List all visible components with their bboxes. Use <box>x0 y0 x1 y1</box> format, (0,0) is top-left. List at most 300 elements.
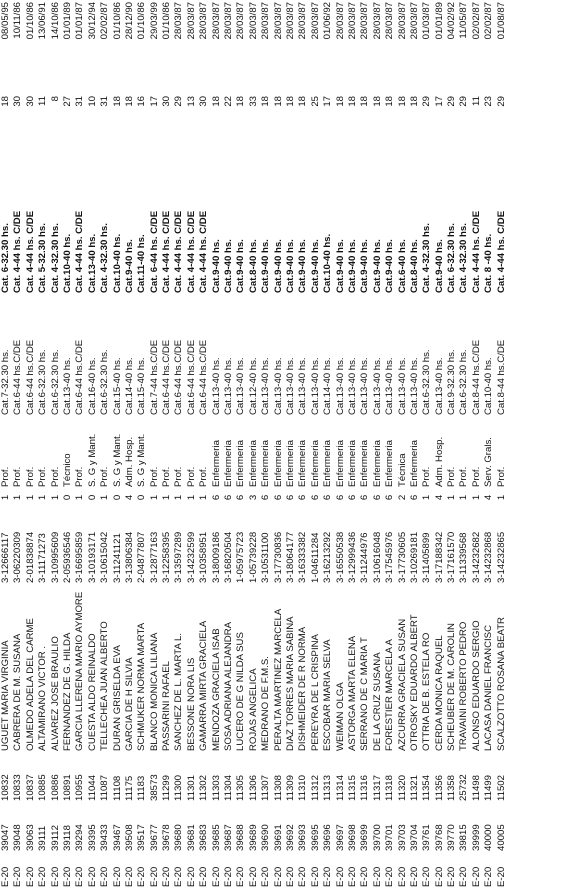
group-code-cell: 6 <box>408 494 420 501</box>
seniority-years-cell: 10 <box>86 96 98 107</box>
employee-name-cell: LUCERO DE G NILDA SUS <box>235 632 247 751</box>
legajo-number-cell: 39112 <box>49 825 61 851</box>
employee-name-cell: ESCOBAR MARIA SELVA <box>322 639 334 751</box>
document-id-cell: 3-10616048 <box>371 531 383 583</box>
previous-category-cell: Cat.13-40 hs. <box>235 357 247 415</box>
previous-category-cell: Cat.8-44 hs.C/DE <box>495 339 507 415</box>
document-id-cell: 3-16820504 <box>223 531 235 583</box>
seniority-years-cell: 11 <box>37 96 49 106</box>
group-code-cell: 6 <box>210 494 222 501</box>
employee-name-cell: SCHEUBER DE M. CAROLIN <box>446 623 458 751</box>
legajo-number-cell: 39761 <box>421 824 433 851</box>
file-number-cell: 11309 <box>284 775 296 801</box>
start-date-cell: 02/02/87 <box>99 2 111 40</box>
legajo-number-cell: 39294 <box>74 824 86 851</box>
start-date-cell: 28/03/87 <box>173 2 185 40</box>
office-code-cell: E-20 <box>483 866 495 887</box>
previous-category-cell: Cat.6-44 hs.C/DE <box>74 339 86 415</box>
current-category-cell: Cat.9-40 hs. <box>223 239 235 293</box>
seniority-years-cell: 17 <box>433 96 445 107</box>
start-date-cell: 28/12/90 <box>123 2 135 40</box>
employee-name-cell: DISHMEIDER DE R NORMA <box>297 626 309 751</box>
seniority-years-cell: 29 <box>421 96 433 107</box>
legajo-number-cell: 39815 <box>458 824 470 851</box>
legajo-number-cell: 39395 <box>86 824 98 851</box>
group-code-cell: 1 <box>161 494 173 501</box>
employee-name-cell: ALTAMIRANO VICTOR . <box>37 645 49 751</box>
table-row <box>496 0 508 888</box>
previous-category-cell: Cat.6-44 hs.C/DE <box>185 339 197 415</box>
group-code-cell: 4 <box>483 494 495 501</box>
legajo-number-cell: 39689 <box>247 824 259 851</box>
file-number-cell: 11315 <box>346 775 358 801</box>
employee-name-cell: DE LA CRUZ SUSANA <box>371 652 383 751</box>
start-date-cell: 28/03/87 <box>210 2 222 40</box>
table-row <box>74 0 86 888</box>
office-code-cell: E-20 <box>297 866 309 887</box>
group-code-cell: 4 <box>123 494 135 501</box>
start-date-cell: 08/05/95 <box>0 2 11 40</box>
seniority-years-cell: 31 <box>74 96 86 107</box>
group-code-cell: 0 <box>111 494 123 501</box>
previous-category-cell: Cat.10-40 hs. <box>483 357 495 415</box>
staff-category-cell: Prof. <box>161 466 173 487</box>
document-id-cell: 3-18064177 <box>284 531 296 583</box>
legajo-number-cell: 39517 <box>136 824 148 851</box>
office-code-cell: E-20 <box>446 866 458 887</box>
start-date-cell: 13/06/91 <box>37 2 49 40</box>
current-category-cell: Cat. 6-44 hs. C/DE <box>148 210 160 293</box>
document-id-cell: 3-13806384 <box>123 531 135 583</box>
office-code-cell: E-20 <box>260 866 272 887</box>
employee-name-cell: CABRERA DE M. SUSANA <box>12 633 24 751</box>
current-category-cell: Cat.10-40 hs. <box>61 233 73 293</box>
file-number-cell: 11321 <box>408 775 420 801</box>
staff-category-cell: Prof. <box>74 466 86 487</box>
file-number-cell: 10886 <box>49 774 61 801</box>
previous-category-cell: Cat.13-40 hs. <box>309 357 321 415</box>
start-date-cell: 28/03/87 <box>371 2 383 40</box>
seniority-years-cell: 11 <box>470 96 482 106</box>
seniority-years-cell: 18 <box>371 96 383 107</box>
document-id-cell: 3-17545976 <box>384 531 396 583</box>
table-row <box>359 0 371 888</box>
legajo-number-cell: 39697 <box>334 824 346 851</box>
file-number-cell: 10833 <box>12 774 24 801</box>
group-code-cell: 1 <box>49 494 61 501</box>
current-category-cell: Cat. 4-44 hs. C/DE <box>161 210 173 293</box>
table-row <box>211 0 223 888</box>
start-date-cell: 28/03/87 <box>297 2 309 40</box>
staff-category-cell: S. G y Mant. <box>136 433 148 487</box>
file-number-cell: 11358 <box>446 775 458 801</box>
previous-category-cell: Cat.8-44 hs.C/DE <box>470 339 482 415</box>
table-row <box>372 0 384 888</box>
office-code-cell: E-20 <box>470 866 482 887</box>
seniority-years-cell: 29 <box>458 96 470 107</box>
group-code-cell: 1 <box>148 494 160 501</box>
office-code-cell: E-20 <box>495 866 507 887</box>
legajo-number-cell: 39677 <box>148 824 160 851</box>
legajo-number-cell: 39698 <box>346 824 358 851</box>
staff-category-cell: Prof. <box>99 466 111 487</box>
seniority-years-cell: 18 <box>359 96 371 107</box>
office-code-cell: E-20 <box>210 866 222 887</box>
office-code-cell: E-20 <box>37 866 49 887</box>
file-number-cell: 11502 <box>495 775 507 801</box>
staff-category-cell: Prof. <box>12 466 24 487</box>
file-number-cell: 11499 <box>483 775 495 801</box>
document-id-cell: 3-11339568 <box>458 532 470 583</box>
file-number-cell: 10837 <box>24 774 36 801</box>
previous-category-cell: Cat.6-32.30 hs. <box>37 349 49 415</box>
group-code-cell: 1 <box>74 494 86 501</box>
legajo-number-cell: 39999 <box>470 824 482 851</box>
file-number-cell: 11175 <box>123 775 135 801</box>
document-id-cell: 3-14232868 <box>483 531 495 583</box>
legajo-number-cell: 39703 <box>396 824 408 851</box>
current-category-cell: Cat.9-40 hs. <box>235 239 247 293</box>
file-number-cell: 10891 <box>61 774 73 801</box>
start-date-cell: 28/03/87 <box>284 2 296 40</box>
previous-category-cell: Cat.13-40 hs. <box>210 357 222 415</box>
file-number-cell: 11305 <box>235 775 247 801</box>
document-id-cell: 2-04877807 <box>136 531 148 583</box>
group-code-cell: 4 <box>433 494 445 501</box>
staff-category-cell: Enfermeria <box>247 440 259 487</box>
table-row <box>322 0 334 888</box>
office-code-cell: E-20 <box>24 866 36 887</box>
document-id-cell: 3-11405899 <box>421 532 433 583</box>
employee-name-cell: UGUET MARIA VIRGINIA <box>0 640 11 751</box>
start-date-cell: 01/01/89 <box>61 2 73 40</box>
group-code-cell: 6 <box>322 494 334 501</box>
previous-category-cell: Cat.6-44 hs.C/DE <box>12 339 24 415</box>
staff-category-cell: Enfermeria <box>359 440 371 487</box>
start-date-cell: 01/01/87 <box>74 2 86 40</box>
previous-category-cell: Cat.12-40 hs. <box>247 357 259 415</box>
staff-category-cell: Prof. <box>470 466 482 487</box>
office-code-cell: E-20 <box>161 866 173 887</box>
legajo-number-cell: 39678 <box>161 824 173 851</box>
office-code-cell: E-20 <box>346 866 358 887</box>
employee-name-cell: MENDOZA GRACIELA ISAB <box>210 628 222 751</box>
previous-category-cell: Cat.13-40 hs. <box>272 357 284 415</box>
staff-category-cell: Técnico <box>61 453 73 487</box>
legajo-number-cell: 40005 <box>495 824 507 851</box>
previous-category-cell: Cat.13-40 hs. <box>346 357 358 415</box>
current-category-cell: Cat. 8 -40 hs. <box>483 233 495 293</box>
file-number-cell: 25732 <box>458 774 470 801</box>
document-id-cell: 2-05936546 <box>61 531 73 583</box>
start-date-cell: 01/03/87 <box>421 2 433 40</box>
staff-category-cell: Prof. <box>37 466 49 487</box>
office-code-cell: E-20 <box>74 866 86 887</box>
employee-name-cell: GAMARRA MIRTA GRACIELA <box>198 620 210 751</box>
document-id-cell: 3-16550538 <box>334 531 346 583</box>
seniority-years-cell: 33 <box>247 96 259 107</box>
staff-category-cell: S. G y Mant. <box>111 433 123 487</box>
staff-category-cell: Prof. <box>421 466 433 487</box>
legajo-number-cell: 39681 <box>185 824 197 851</box>
file-number-cell: 11303 <box>210 775 222 801</box>
document-id-cell: 3-17161570 <box>446 531 458 583</box>
document-id-cell: 3-10269181 <box>408 531 420 583</box>
file-number-cell: 11314 <box>334 775 346 801</box>
table-row <box>235 0 247 888</box>
start-date-cell: 01/08/87 <box>495 2 507 40</box>
employee-name-cell: SERRANO DE C MARIA T <box>359 637 371 751</box>
table-row <box>112 0 124 888</box>
legajo-number-cell: 39699 <box>359 824 371 851</box>
office-code-cell: E-20 <box>433 866 445 887</box>
employee-name-cell: SCALZOTTO ROSANA BEATR <box>495 617 507 751</box>
legajo-number-cell: 39692 <box>284 824 296 851</box>
table-row <box>273 0 285 888</box>
start-date-cell: 28/03/87 <box>396 2 408 40</box>
group-code-cell: 6 <box>297 494 309 501</box>
start-date-cell: 11/05/87 <box>458 2 470 39</box>
seniority-years-cell: 18 <box>284 96 296 107</box>
start-date-cell: 28/03/87 <box>272 2 284 40</box>
start-date-cell: 28/03/87 <box>198 2 210 40</box>
staff-category-cell: Prof. <box>495 466 507 487</box>
previous-category-cell: Cat.13-40 hs. <box>359 357 371 415</box>
staff-category-cell: Prof. <box>446 466 458 487</box>
employee-name-cell: ALVAREZ JOSE BRAULIO <box>49 636 61 751</box>
employee-name-cell: TELLECHEA JUAN ALBERTO <box>99 621 111 751</box>
previous-category-cell: Cat.9-32.30 hs. <box>446 349 458 415</box>
staff-category-cell: Prof. <box>185 466 197 487</box>
seniority-years-cell: 29 <box>173 96 185 107</box>
file-number-cell: 11310 <box>297 775 309 801</box>
previous-category-cell: Cat.6-32.30 hs. <box>421 349 433 415</box>
office-code-cell: E-20 <box>458 866 470 887</box>
employee-name-cell: ASTORGA MARTA ELENA <box>346 635 358 751</box>
document-id-cell: 3-10995609 <box>49 531 61 583</box>
seniority-years-cell: 23 <box>483 96 495 107</box>
previous-category-cell: Cat.13-40 hs. <box>408 357 420 415</box>
employee-name-cell: TRAVAINI ROBERTO PEDRO <box>458 621 470 751</box>
staff-category-cell: Enfermeria <box>235 440 247 487</box>
employee-name-cell: SCHMUKER NORMA MARTA <box>136 622 148 751</box>
group-code-cell: 6 <box>223 494 235 501</box>
employee-name-cell: WEIMAN OLGA <box>334 682 346 751</box>
current-category-cell: Cat.9-40 hs. <box>359 239 371 293</box>
employee-name-cell: OLMEDO ADELA DEL CARME <box>24 618 36 751</box>
current-category-cell: Cat. 4-44 hs. C/DE <box>470 210 482 293</box>
current-category-cell: Cat.9-40 hs. <box>297 239 309 293</box>
staff-category-cell: Prof. <box>0 466 11 487</box>
office-code-cell: E-20 <box>86 866 98 887</box>
employee-name-cell: BLANCO MONICA LILIANA <box>148 632 160 751</box>
document-id-cell: 3-16695859 <box>74 531 86 583</box>
seniority-years-cell: 22 <box>223 96 235 107</box>
employee-name-cell: OTROSKY EDUARDO ALBERT <box>408 614 420 751</box>
legajo-number-cell: 39696 <box>322 824 334 851</box>
document-id-cell: 2-01838874 <box>24 531 36 583</box>
file-number-cell: 11320 <box>396 775 408 801</box>
start-date-cell: 28/03/87 <box>408 2 420 40</box>
employee-name-cell: FERNANDEZ DE G. HILDA <box>61 632 73 751</box>
start-date-cell: 28/03/87 <box>309 2 321 40</box>
seniority-years-cell: 17 <box>148 96 160 107</box>
table-row <box>124 0 136 888</box>
start-date-cell: 04/02/92 <box>446 2 458 40</box>
group-code-cell: 0 <box>136 494 148 501</box>
start-date-cell: 28/03/87 <box>334 2 346 40</box>
table-row <box>186 0 198 888</box>
office-code-cell: E-20 <box>322 866 334 887</box>
document-id-cell: 1-04611284 <box>309 532 321 583</box>
current-category-cell: Cat.9-40 hs. <box>371 239 383 293</box>
table-row <box>198 0 210 888</box>
legajo-number-cell: 39680 <box>173 824 185 851</box>
start-date-cell: 01/10/86 <box>136 2 148 40</box>
start-date-cell: 28/03/87 <box>260 2 272 40</box>
employee-name-cell: PERALTA MARTINEZ MARCELA <box>272 608 284 751</box>
current-category-cell: Cat.11-40 hs. <box>136 234 148 293</box>
office-code-cell: E-20 <box>408 866 420 887</box>
table-row <box>248 0 260 888</box>
table-row <box>458 0 470 888</box>
group-code-cell: 6 <box>371 494 383 501</box>
file-number-cell: 11318 <box>384 775 396 801</box>
office-code-cell: E-20 <box>384 866 396 887</box>
legajo-number-cell: 39685 <box>210 824 222 851</box>
seniority-years-cell: 18 <box>272 96 284 107</box>
table-row <box>347 0 359 888</box>
group-code-cell: 1 <box>173 494 185 501</box>
document-id-cell: 3-16213292 <box>322 531 334 583</box>
office-code-cell: E-20 <box>396 866 408 887</box>
file-number-cell: 11317 <box>371 775 383 801</box>
document-id-cell: 3-18009186 <box>210 531 222 583</box>
staff-category-cell: Técnica <box>396 453 408 487</box>
group-code-cell: 1 <box>185 494 197 501</box>
staff-category-cell: Prof. <box>148 466 160 487</box>
start-date-cell: 30/12/94 <box>86 2 98 40</box>
file-number-cell: 11307 <box>260 775 272 801</box>
file-number-cell: 11301 <box>185 775 197 801</box>
previous-category-cell: Cat.13-40 hs. <box>297 357 309 415</box>
employee-name-cell: CUESTA ALDO REINALDO <box>86 633 98 751</box>
staff-category-cell: Enfermeria <box>334 440 346 487</box>
current-category-cell: Cat.8-40 hs. <box>247 239 259 293</box>
current-category-cell: Cat. 4-44 hs. C/DE <box>495 210 507 293</box>
group-code-cell: 1 <box>99 494 111 501</box>
current-category-cell: Cat.9-40 hs. <box>272 239 284 293</box>
employee-name-cell: DIAZ TORRES MARIA SABINA <box>284 616 296 751</box>
table-row <box>37 0 49 888</box>
document-id-cell: 3-12999436 <box>346 531 358 583</box>
current-category-cell: Cat.9-40 hs. <box>384 239 396 293</box>
current-category-cell: Cat. 4-32.30 hs. <box>458 223 470 293</box>
current-category-cell: Cat.6-40 hs. <box>396 239 408 293</box>
office-code-cell: E-20 <box>284 866 296 887</box>
table-row <box>471 0 483 888</box>
previous-category-cell: Cat.6-32.30 hs. <box>99 349 111 415</box>
seniority-years-cell: 18 <box>123 96 135 107</box>
table-row <box>50 0 62 888</box>
file-number-cell: 11300 <box>173 775 185 801</box>
office-code-cell: E-20 <box>185 866 197 887</box>
previous-category-cell: Cat.6-44 hs.C/DE <box>173 339 185 415</box>
legajo-number-cell: 39693 <box>297 824 309 851</box>
file-number-cell: 11306 <box>247 775 259 801</box>
staff-category-cell: Enfermeria <box>309 440 321 487</box>
previous-category-cell: Cat.13-40 hs. <box>284 357 296 415</box>
file-number-cell: 10832 <box>0 774 11 801</box>
seniority-years-cell: 31 <box>99 96 111 107</box>
employee-name-cell: PEREYRA DE L CRISPINA <box>309 634 321 751</box>
seniority-years-cell: 18 <box>111 96 123 107</box>
start-date-cell: 28/03/87 <box>235 2 247 40</box>
group-code-cell: 6 <box>235 494 247 501</box>
document-id-cell: 3-06220309 <box>12 531 24 583</box>
seniority-years-cell: 25 <box>309 96 321 107</box>
document-id-cell: 1-05975723 <box>235 531 247 583</box>
document-id-cell: 3-12258395 <box>161 531 173 583</box>
seniority-years-cell: 18 <box>346 96 358 107</box>
previous-category-cell: Cat.7-32.30 hs. <box>0 349 11 415</box>
document-id-cell: 3-17730605 <box>396 531 408 583</box>
staff-category-cell: Enfermeria <box>210 440 222 487</box>
previous-category-cell: Cat.13-40 hs. <box>396 357 408 415</box>
office-code-cell: E-20 <box>223 866 235 887</box>
file-number-cell: 11304 <box>223 775 235 801</box>
legajo-number-cell: 39047 <box>0 824 11 851</box>
document-id-cell: 3-10531100 <box>260 532 272 583</box>
group-code-cell: 0 <box>61 494 73 501</box>
office-code-cell: E-20 <box>0 866 11 887</box>
group-code-cell: 1 <box>495 494 507 501</box>
table-row <box>384 0 396 888</box>
group-code-cell: 2 <box>396 494 408 501</box>
current-category-cell: Cat. 4-44 hs. C/DE <box>24 210 36 293</box>
table-row <box>99 0 111 888</box>
office-code-cell: E-20 <box>111 866 123 887</box>
office-code-cell: E-20 <box>247 866 259 887</box>
legajo-number-cell: 39467 <box>111 824 123 851</box>
current-category-cell: Cat. 6-32.30 hs. <box>0 223 11 293</box>
start-date-cell: 02/02/87 <box>483 2 495 40</box>
previous-category-cell: Cat.6-44 hs.C/DE <box>161 339 173 415</box>
start-date-cell: 01/10/86 <box>24 2 36 40</box>
group-code-cell: 1 <box>470 494 482 501</box>
staff-category-cell: Prof. <box>49 466 61 487</box>
current-category-cell: Cat. 4-44 hs. C/DE <box>198 210 210 293</box>
previous-category-cell: Cat.13-40 hs. <box>61 357 73 415</box>
start-date-cell: 28/03/87 <box>185 2 197 40</box>
staff-category-cell: Enfermeria <box>384 440 396 487</box>
current-category-cell: Cat. 4-44 hs. C/DE <box>173 210 185 293</box>
current-category-cell: Cat. 4-44 hs. C/DE <box>185 210 197 293</box>
seniority-years-cell: 18 <box>408 96 420 107</box>
current-category-cell: Cat. 5-32.30 hs. <box>37 223 49 293</box>
seniority-years-cell: 29 <box>446 96 458 107</box>
legajo-number-cell: 39704 <box>408 824 420 851</box>
staff-category-cell: Enfermeria <box>408 440 420 487</box>
previous-category-cell: Cat.13-40 hs. <box>260 357 272 415</box>
previous-category-cell: Cat.16-40 hs. <box>86 357 98 415</box>
legajo-number-cell: 39048 <box>12 824 24 851</box>
current-category-cell: Cat.9-40 hs. <box>260 239 272 293</box>
start-date-cell: 28/03/87 <box>346 2 358 40</box>
current-category-cell: Cat.9-40 hs. <box>309 239 321 293</box>
current-category-cell: Cat. 4-32.30 hs. <box>99 223 111 293</box>
seniority-years-cell: 18 <box>0 96 11 107</box>
